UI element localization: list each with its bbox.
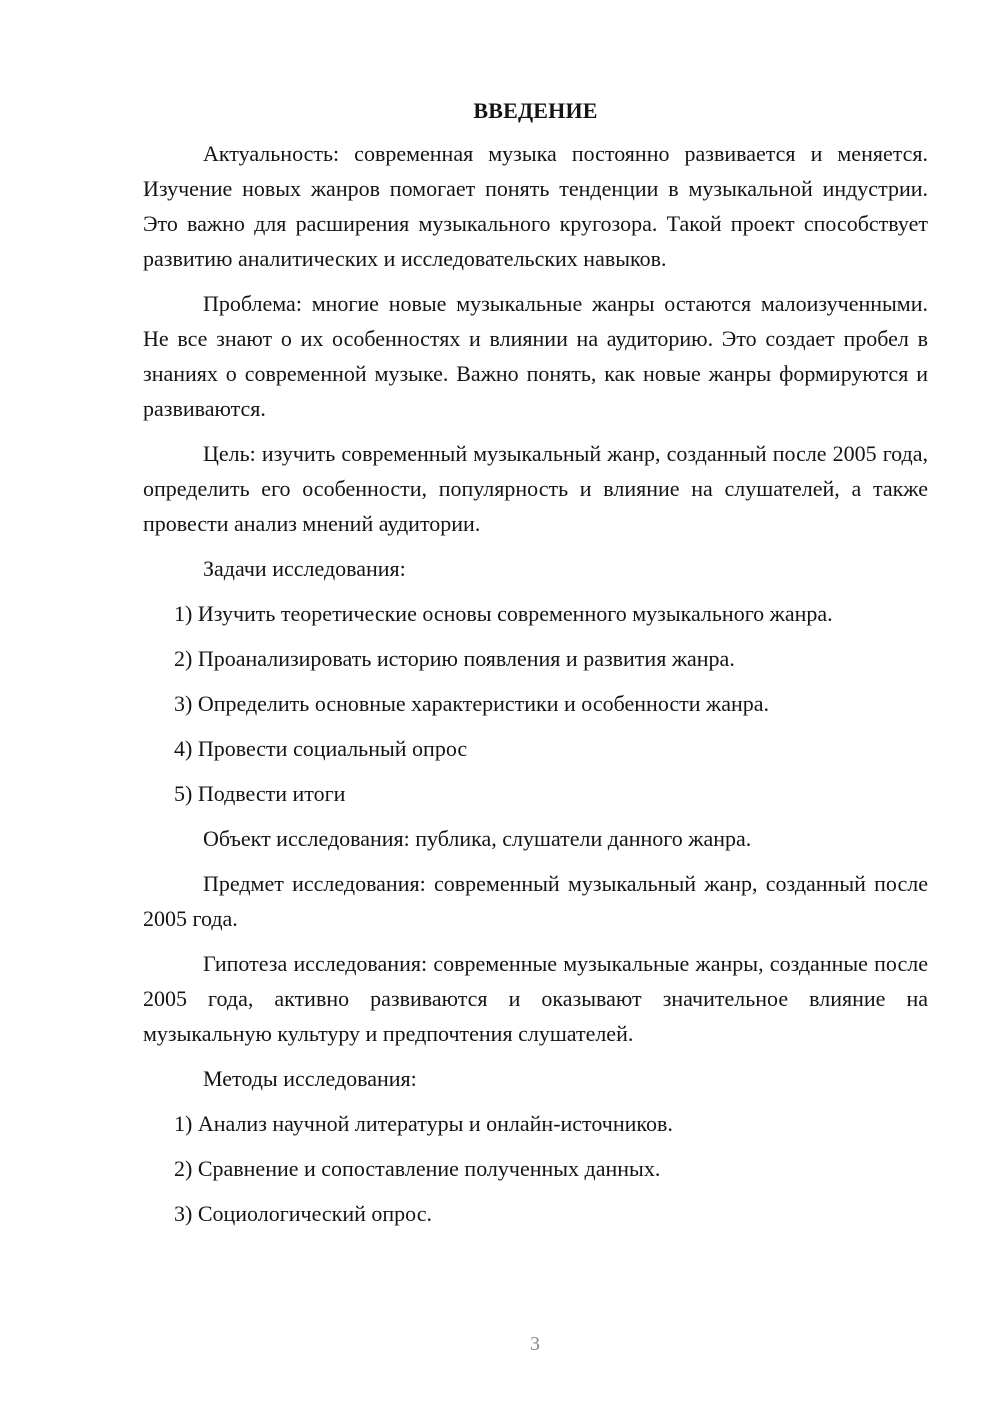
list-item: 3) Определить основные характеристики и особенности жанра. bbox=[174, 691, 770, 716]
subject-paragraph: Предмет исследования: современный музыкальный жанр, созданный после 2005 года. bbox=[143, 871, 928, 931]
tasks-list bbox=[143, 596, 928, 811]
list-item: 2) Проанализировать историю появления и развития жанра. bbox=[174, 646, 735, 671]
goal-paragraph: Цель: изучить современный музыкальный жанр, созданный после 2005 года, определить его особенности, популярность и влияние на слушателей, а также провести анализ мнений аудитории. bbox=[143, 441, 928, 536]
methods-list bbox=[143, 1106, 928, 1231]
list-item: 5) Подвести итоги bbox=[174, 781, 346, 806]
hypothesis-paragraph: Гипотеза исследования: современные музыкальные жанры, созданные после 2005 года, активно развиваются и оказывают значительное влияние на музыкальную культуру и предпочтения слушателей. bbox=[143, 951, 928, 1046]
list-item: 3) Социологический опрос. bbox=[174, 1201, 432, 1226]
list-item: 1) Анализ научной литературы и онлайн-источников. bbox=[174, 1111, 673, 1136]
document-page bbox=[143, 94, 928, 1241]
relevance-paragraph: Актуальность: современная музыка постоянно развивается и меняется. Изучение новых жанров помогает понять тенденции в музыкальной индустрии. Это важно для расширения музыкального кругозора. Такой проект способствует развитию аналитических и исследовательских навыков. bbox=[143, 141, 928, 271]
problem-paragraph: Проблема: многие новые музыкальные жанры остаются малоизученными. Не все знают о их особенностях и влиянии на аудиторию. Это создает пробел в знаниях о современной музыке. Важно понять, как новые жанры формируются и развиваются. bbox=[143, 291, 928, 421]
page-number: 3 bbox=[530, 1333, 540, 1355]
object-paragraph: Объект исследования: публика, слушатели данного жанра. bbox=[203, 826, 752, 851]
tasks-heading: Задачи исследования: bbox=[203, 556, 406, 581]
methods-heading: Методы исследования: bbox=[203, 1066, 417, 1091]
list-item: 1) Изучить теоретические основы современного музыкального жанра. bbox=[174, 601, 833, 626]
page-title: ВВЕДЕНИЕ bbox=[473, 98, 598, 123]
list-item: 4) Провести социальный опрос bbox=[174, 736, 468, 761]
list-item: 2) Сравнение и сопоставление полученных данных. bbox=[174, 1156, 661, 1181]
